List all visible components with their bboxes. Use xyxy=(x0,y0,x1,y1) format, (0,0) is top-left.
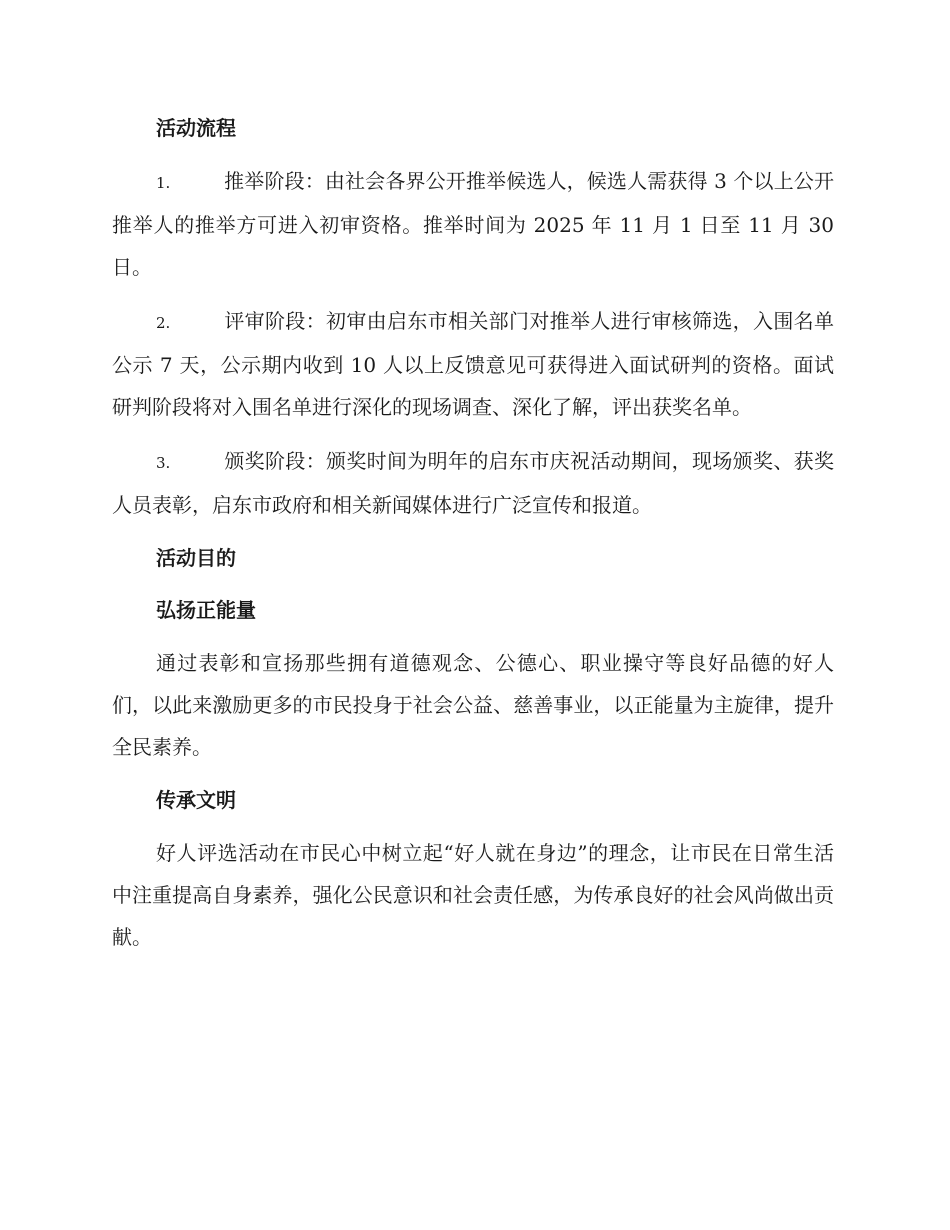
positive-energy-paragraph: 通过表彰和宣扬那些拥有道德观念、公德心、职业操守等良好品德的好人们，以此来激励更多的市民投身于社会公益、慈善事业，以正能量为主旋律，提升全民素养。 xyxy=(112,651,834,759)
list-item-number: 3. xyxy=(156,454,171,472)
document-body xyxy=(112,108,834,970)
heritage-paragraph: 好人评选活动在市民心中树立起“好人就在身边”的理念，让市民在日常生活中注重提高自身素养，强化公民意识和社会责任感，为传承良好的社会风尚做出贡献。 xyxy=(112,841,834,949)
positive-energy-heading: 弘扬正能量 xyxy=(156,598,256,622)
list-item xyxy=(112,160,834,288)
heritage-heading: 传承文明 xyxy=(156,788,236,812)
process-heading: 活动流程 xyxy=(156,116,236,140)
purpose-heading: 活动目的 xyxy=(156,546,236,570)
list-item-text: 推举阶段：由社会各界公开推举候选人，候选人需获得 3 个以上公开推举人的推举方可进入初审资格。推举时间为 2025 年 11 月 1 日至 11 月 30 日。 xyxy=(112,169,834,279)
list-item-text: 颁奖阶段：颁奖时间为明年的启东市庆祝活动期间，现场颁奖、获奖人员表彰，启东市政府和相关新闻媒体进行广泛宣传和报道。 xyxy=(112,449,834,517)
list-item-number: 2. xyxy=(156,314,171,332)
list-item xyxy=(112,440,834,526)
list-item xyxy=(112,300,834,428)
list-item-text: 评审阶段：初审由启东市相关部门对推举人进行审核筛选，入围名单公示 7 天，公示期内收到 10 人以上反馈意见可获得进入面试研判的资格。面试研判阶段将对入围名单进行深化的现场调查、深化了解，评出获奖名单。 xyxy=(112,309,834,419)
list-item-number: 1. xyxy=(156,174,171,192)
